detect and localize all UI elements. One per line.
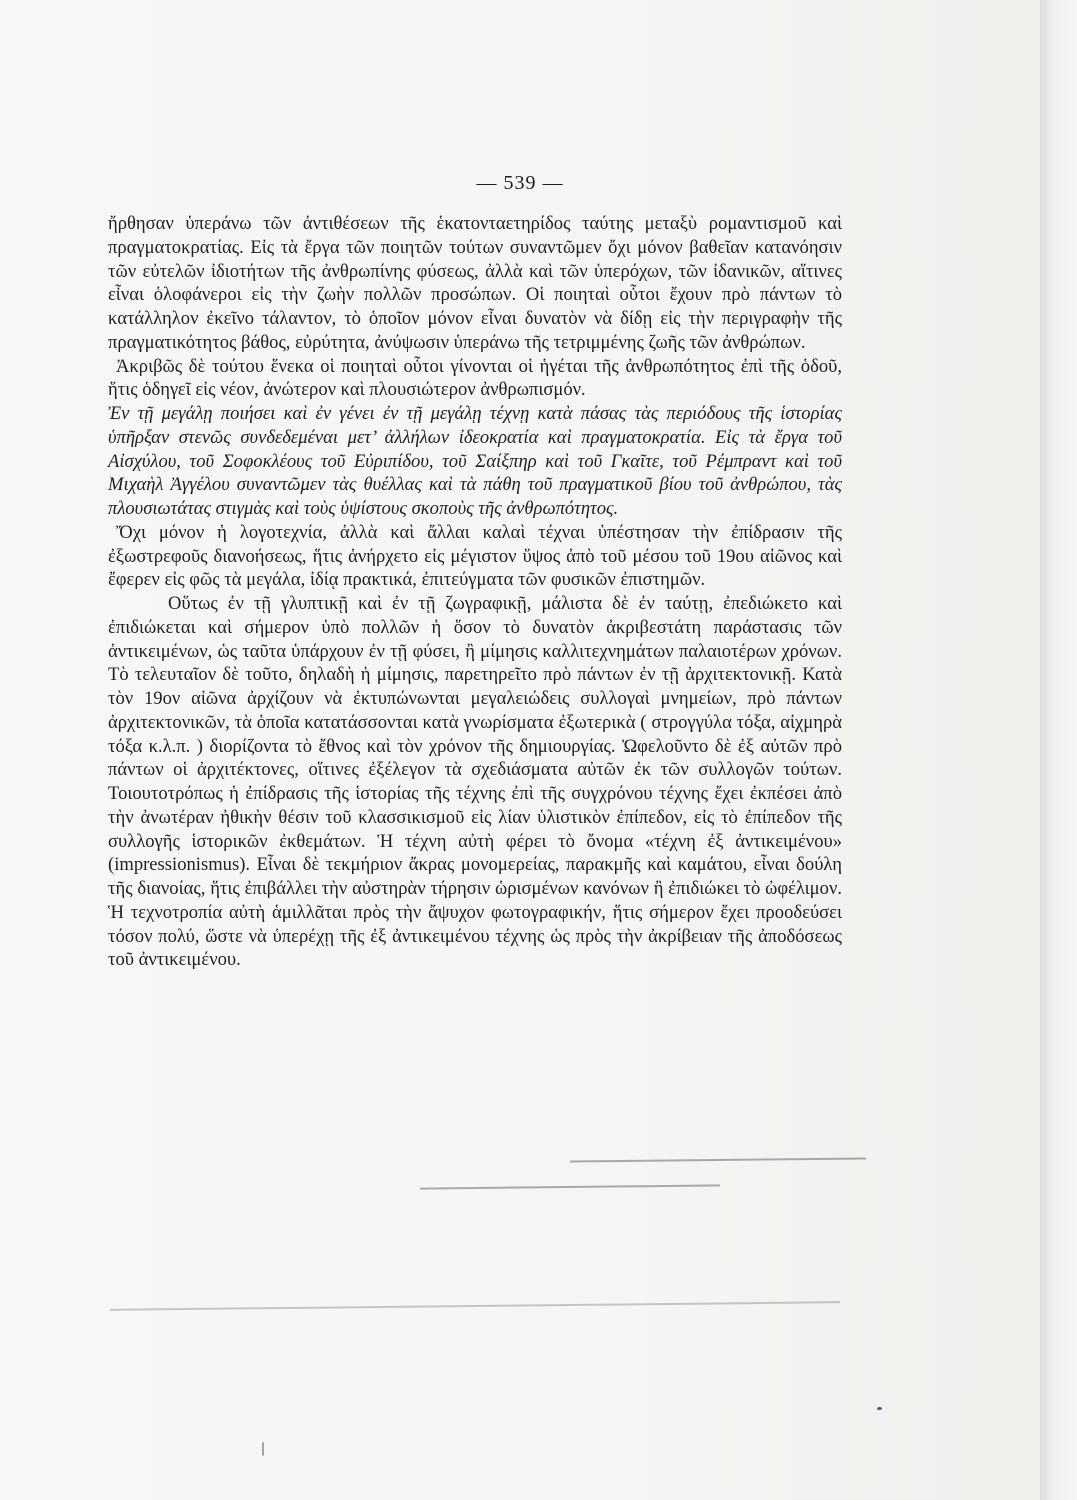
- paragraph-3-italic: [108, 402, 842, 521]
- paragraph-5: Οὕτως ἐν τῇ γλυπτικῇ καὶ ἐν τῇ ζωγραφικῇ, μάλιστα δὲ ἐν ταύτῃ, ἐπεδιώκετο καὶ ἐπιδιώκεται καὶ σήμερον ὑπὸ πολλῶν ἡ ὅσον τὸ δυνατὸν ἀκριβεστάτη παράστασις τῶν ἀντικειμένων, ὡς ταῦτα ὑπάρχουν ἐν τῇ φύσει, ἢ μίμησις καλλιτεχνημάτων παλαιοτέρων χρόνων. Τὸ τελευταῖον δὲ τοῦτο, δηλαδὴ ἡ μίμησις, παρετηρεῖτο πρὸ πάντων ἐν τῇ ἀρχιτεκτονικῇ. Κατὰ τὸν 19ον αἰῶνα ἀρχίζουν νὰ ἐκτυπώνωνται μεγαλειώδεις συλλογαὶ μνημείων, πρὸ πάντων ἀρχιτεκτονικῶν, τὰ ὁποῖα κατατάσσονται κατὰ γνωρίσματα ἐξωτερικὰ ( στρογγύλα τόξα, αἰχμηρὰ τόξα κ.λ.π. ) διορίζοντα τὸ ἔθνος καὶ τὸν χρόνον τῆς δημιουργίας. Ὠφελοῦντο δὲ ἐξ αὐτῶν πρὸ πάντων οἱ ἀρχιτέκτονες, οἵτινες ἐξέλεγον τὰ σχεδιάσματα αὐτῶν ἐκ τῶν συλλογῶν τούτων. Τοιουτοτρόπως ἡ ἐπίδρασις τῆς ἱστορίας τῆς τέχνης ἐπὶ τῆς συγχρόνου τέχνης ἔχει ἐκπέσει ἀπὸ τὴν ἀνωτέραν ἠθικὴν θέσιν τοῦ κλασσικισμοῦ εἰς λίαν ὑλιστικὸν ἐπίπεδον, εἰς τὸ ἐπίπεδον τῆς συλλογῆς ἱστορικῶν ἐκθεμάτων. Ἡ τέχνη αὐτὴ φέρει τὸ ὄνομα «τέχνη ἐξ ἀντικειμένου» (impressionismus). Εἶναι δὲ τεκμήριον ἄκρας μονομερείας, παρακμῆς καὶ καμάτου, εἶναι δούλη τῆς διανοίας, ἥτις ἐπιβάλλει τὴν αὐστηρὰν τήρησιν ὡρισμένων κανόνων ἢ ἐπιδιώκει τὸ ὠφέλιμον. Ἡ τεχνοτροπία αὐτὴ ἁμιλλᾶται πρὸς τὴν ἄψυχον φωτογραφικήν, ἥτις σήμερον ἔχει προοδεύσει τόσον πολύ, ὥστε νὰ ὑπερέχῃ τῆς ἐξ ἀντικειμένου τέχνης ὡς πρὸς τὴν ἀκρίβειαν τῆς ἀποδόσεως τοῦ ἀντικειμένου.: [108, 593, 842, 971]
- paragraph-2: Ἀκριβῶς δὲ τούτου ἕνεκα οἱ ποιηταὶ οὗτοι γίνονται οἱ ἡγέται τῆς ἀνθρωπότητος ἐπὶ τῆς ὁδοῦ, ἥτις ὁδηγεῖ εἰς νέον, ἀνώτερον καὶ πλουσιώτερον ἀνθρωπισμόν.: [108, 355, 842, 401]
- paragraph-1: ἤρθησαν ὑπεράνω τῶν ἀντιθέσεων τῆς ἑκατονταετηρίδος ταύτης μεταξὺ ρομαντισμοῦ καὶ πραγματοκρατίας. Εἰς τὰ ἔργα τῶν ποιητῶν τούτων συναντῶμεν ὄχι μόνον βαθεῖαν κατανόησιν τῶν εὐτελῶν ἰδιοτήτων τῆς ἀνθρωπίνης φύσεως, ἀλλὰ καὶ τῶν ὑπερόχων, τῶν ἰδανικῶν, αἵτινες εἶναι ὁλοφάνεροι εἰς τὴν ζωὴν πολλῶν προσώπων. Οἱ ποιηταὶ οὗτοι ἔχουν πρὸ πάντων τὸ κατάλληλον ἐκεῖνο τάλαντον, τὸ ὁποῖον μόνον εἶναι δυνατὸν νὰ δίδῃ εἰς τὴν περιγραφὴν τῆς πραγματικότητος βάθος, εὐρύτητα, ἀνύψωσιν ὑπεράνω τῆς τετριμμένης ζωῆς τῶν ἀνθρώπων.: [108, 213, 842, 353]
- pencil-mark: [262, 1442, 264, 1456]
- ink-speck: [877, 1407, 882, 1410]
- body-text: [108, 212, 842, 972]
- page-number: — 539 —: [476, 172, 564, 194]
- paragraph-4: Ὄχι μόνον ἡ λογοτεχνία, ἀλλὰ καὶ ἄλλαι καλαὶ τέχναι ὑπέστησαν τὴν ἐπίδρασιν τῆς ἐξωστρεφοῦς διανοήσεως, ἥτις ἀνήρχετο εἰς μέγιστον ὕψος ἀπὸ τοῦ μέσου τοῦ 19ου αἰῶνος καὶ ἔφερεν εἰς φῶς τὰ μεγάλα, ἰδίᾳ πρακτικά, ἐπιτεύγματα τῶν φυσικῶν ἐπιστημῶν.: [108, 521, 842, 591]
- italic-passage: Ἐν τῇ μεγάλῃ ποιήσει καὶ ἐν γένει ἐν τῇ μεγάλῃ τέχνῃ κατὰ πάσας τὰς περιόδους τῆς ἱστορίας ὑπῆρξαν στενῶς συνδεδεμέναι μετ’ ἀλλήλων ἰδεοκρατία καὶ πραγματοκρατία. Εἰς τὰ ἔργα τοῦ Αἰσχύλου, τοῦ Σοφοκλέους τοῦ Εὐριπίδου, τοῦ Σαίξπηρ καὶ τοῦ Γκαῖτε, τοῦ Ρέμπραντ καὶ τοῦ Μιχαὴλ Ἀγγέλου συναντῶμεν τὰς θυέλλας καὶ τὰ πάθη τοῦ πραγματικοῦ βίου τοῦ ἀνθρώπου, τὰς πλουσιωτάτας στιγμὰς καὶ τοὺς ὑψίστους σκοποὺς τῆς ἀνθρωπότητος.: [108, 403, 842, 519]
- page-edge-shadow: [1040, 0, 1077, 1500]
